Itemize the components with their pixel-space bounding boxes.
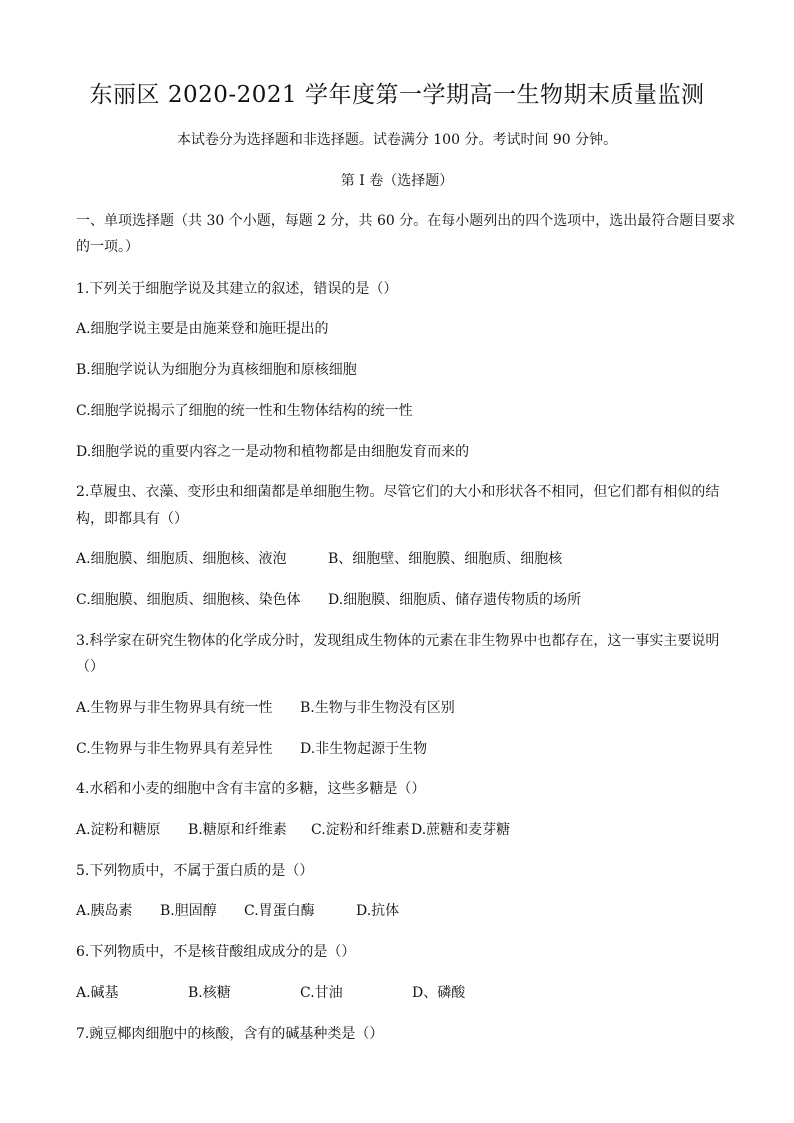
q3-stem-line-1: 3.科学家在研究生物体的化学成分时，发现组成生物体的元素在非生物界中也都存在，这一事实主要说明	[76, 633, 720, 649]
q5-option-c: C.胃蛋白酶	[244, 903, 315, 919]
q5-option-b: B.胆固醇	[160, 903, 217, 919]
q2-stem-line-2: 构，即都具有（）	[76, 511, 188, 527]
q2-option-c: C.细胞膜、细胞质、细胞核、染色体	[76, 592, 301, 608]
q4-option-b: B.糖原和纤维素	[188, 822, 287, 838]
q1-option-b: B.细胞学说认为细胞分为真核细胞和原核细胞	[76, 362, 357, 378]
q2-options-row-1	[76, 549, 562, 569]
q6-option-c: C.甘油	[300, 985, 343, 1001]
q4-stem: 4.水稻和小麦的细胞中含有丰富的多糖，这些多糖是（）	[76, 781, 426, 797]
section-title: 第 I 卷（选择题）	[340, 173, 454, 189]
q3-options-row-2	[76, 739, 427, 759]
q5-options-row	[76, 901, 399, 921]
q6-options-row	[76, 983, 465, 1003]
q5-stem: 5.下列物质中，不属于蛋白质的是（）	[76, 863, 314, 879]
q3-option-b: B.生物与非生物没有区别	[300, 700, 455, 716]
q6-option-b: B.核糖	[188, 985, 231, 1001]
q2-option-a: A.细胞膜、细胞质、细胞核、液泡	[76, 551, 287, 567]
q2-options-row-2	[76, 590, 581, 610]
q3-option-d: D.非生物起源于生物	[300, 741, 428, 757]
q3-option-a: A.生物界与非生物界具有统一性	[76, 700, 273, 716]
q1-option-a: A.细胞学说主要是由施莱登和施旺提出的	[76, 321, 329, 337]
q2-stem-line-1: 2.草履虫、衣藻、变形虫和细菌都是单细胞生物。尽管它们的大小和形状各不相同，但它们都有相似的结	[76, 484, 720, 500]
q4-option-d: D.蔗糖和麦芽糖	[411, 822, 511, 838]
exam-intro: 本试卷分为选择题和非选择题。试卷满分 100 分。考试时间 90 分钟。	[176, 132, 618, 148]
q3-options-row-1	[76, 698, 455, 718]
instructions-line-2: 的一项。）	[76, 239, 139, 255]
q7-stem: 7.豌豆椰肉细胞中的核酸，含有的碱基种类是（）	[76, 1026, 384, 1042]
q4-option-a: A.淀粉和糖原	[76, 822, 161, 838]
q3-option-c: C.生物界与非生物界具有差异性	[76, 741, 273, 757]
q4-options-row	[76, 820, 510, 840]
q2-option-d: D.细胞膜、细胞质、储存遗传物质的场所	[328, 592, 582, 608]
q1-option-d: D.细胞学说的重要内容之一是动物和植物都是由细胞发育而来的	[76, 444, 470, 460]
q4-option-c: C.淀粉和纤维素	[311, 822, 410, 838]
q6-stem: 6.下列物质中，不是核苷酸组成成分的是（）	[76, 944, 356, 960]
instructions-line-1: 一、单项选择题（共 30 个小题，每题 2 分，共 60 分。在每小题列出的四个选项中，选出最符合题目要求	[76, 213, 736, 229]
exam-title: 东丽区 2020-2021 学年度第一学期高一生物期末质量监测	[89, 82, 705, 108]
q6-option-a: A.碱基	[76, 985, 119, 1001]
q1-stem: 1.下列关于细胞学说及其建立的叙述，错误的是（）	[76, 281, 398, 297]
q5-option-d: D.抗体	[356, 903, 400, 919]
q2-option-b: B、细胞壁、细胞膜、细胞质、细胞核	[328, 551, 563, 567]
q3-stem-line-2: （）	[76, 659, 104, 675]
q6-option-d: D、磷酸	[412, 985, 466, 1001]
q5-option-a: A.胰岛素	[76, 903, 133, 919]
q1-option-c: C.细胞学说揭示了细胞的统一性和生物体结构的统一性	[76, 403, 413, 419]
